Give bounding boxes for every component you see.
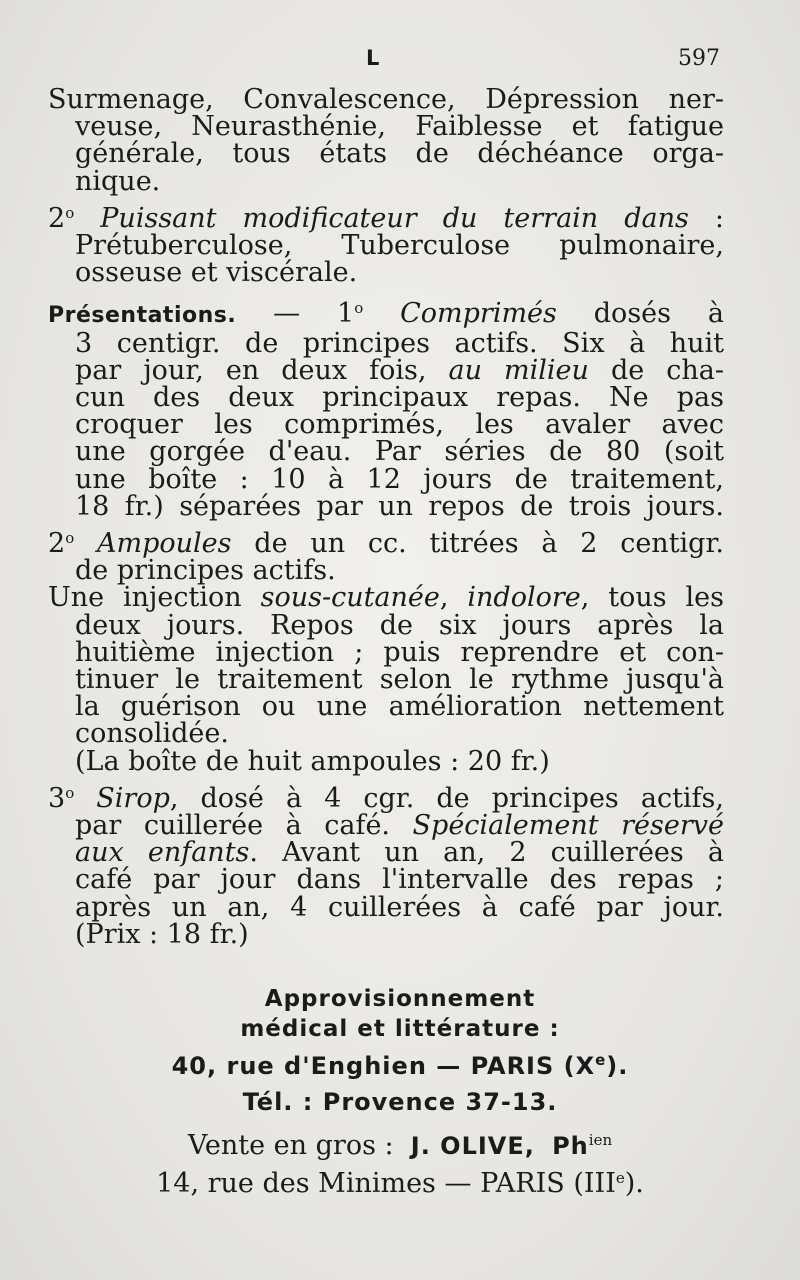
continuation-paragraph xyxy=(48,86,724,195)
page-body xyxy=(48,86,724,948)
text-line: générale, tous états de déchéance orga- xyxy=(75,138,724,170)
page-header xyxy=(0,46,800,76)
text-line: la guérison ou une amélioration nettement xyxy=(75,691,724,723)
text-line: Présentations. — 1$^o$ Comprimés dosés à xyxy=(48,298,724,330)
text-line: une gorgée d'eau. Par séries de 80 (soit xyxy=(75,436,724,468)
text-line: osseuse et viscérale. xyxy=(75,257,358,289)
text-line: après un an, 4 cuillerées à café par jour. xyxy=(75,891,724,923)
text-line: cun des deux principaux repas. Ne pas xyxy=(75,382,724,414)
text-line: café par jour dans l'intervalle des repas ; xyxy=(75,864,724,896)
text-line: huitième injection ; puis reprendre et con- xyxy=(75,636,724,668)
text-line: 2$^o$ Ampoules de un cc. titrées à 2 centigr. xyxy=(48,528,724,560)
text-line: par cuillerée à café. Spécialement réservé xyxy=(75,810,724,842)
supply-address: 40, rue d'Enghien — PARIS (Xe). xyxy=(171,1051,629,1080)
text-line: Prétuberculose, Tuberculose pulmonaire, xyxy=(75,230,724,262)
text-line: 3$^o$ Sirop, dosé à 4 cgr. de principes actifs, xyxy=(48,782,724,814)
text-line: 2$^o$ Puissant modificateur du terrain dans : xyxy=(48,202,724,234)
text-line: de principes actifs. xyxy=(75,555,336,587)
supply-telephone: Tél. : Provence 37-13. xyxy=(242,1088,558,1116)
page-number: 597 xyxy=(678,46,720,71)
wholesale-address: 14, rue des Minimes — PARIS (IIIe). xyxy=(156,1168,644,1199)
wholesale-line: Vente en gros : J. OLIVE, $Ph^{ien}$ xyxy=(187,1130,613,1161)
text-line: 3 centigr. de principes actifs. Six à huit xyxy=(75,327,724,359)
wholesaler-name: J. OLIVE, xyxy=(410,1132,535,1160)
sirop-section xyxy=(48,782,724,950)
text-line: Surmenage, Convalescence, Dépression ner- xyxy=(48,84,724,115)
text-line: (La boîte de huit ampoules : 20 fr.) xyxy=(75,745,550,777)
presentations-section xyxy=(48,300,724,520)
indication-item-2 xyxy=(48,202,724,289)
text-line: croquer les comprimés, les avaler avec xyxy=(75,409,724,441)
text-line: aux enfants. Avant un an, 2 cuillerées à xyxy=(75,837,724,869)
presentations-heading: Présentations. xyxy=(48,303,237,329)
text-line: 18 fr.) séparées par un repos de trois jours. xyxy=(75,490,724,522)
ampoules-section xyxy=(48,530,724,775)
text-line: nique. xyxy=(75,165,161,197)
text-line: Une injection sous-cutanée, indolore, tous les xyxy=(48,582,724,614)
text-line: consolidée. xyxy=(75,718,229,750)
text-line: (Prix : 18 fr.) xyxy=(75,918,249,950)
text-line: une boîte : 10 à 12 jours de traitement, xyxy=(75,463,724,495)
supply-subheading: médical et littérature : xyxy=(240,1016,560,1042)
text-line: par jour, en deux fois, au milieu de cha- xyxy=(75,354,724,386)
section-letter: L xyxy=(366,46,380,70)
text-line: tinuer le traitement selon le rythme jusqu'à xyxy=(75,664,724,696)
text-line: veuse, Neurasthénie, Faiblesse et fatigue xyxy=(75,111,724,143)
text-line: deux jours. Repos de six jours après la xyxy=(75,609,724,641)
supply-heading: Approvisionnement xyxy=(264,986,536,1012)
